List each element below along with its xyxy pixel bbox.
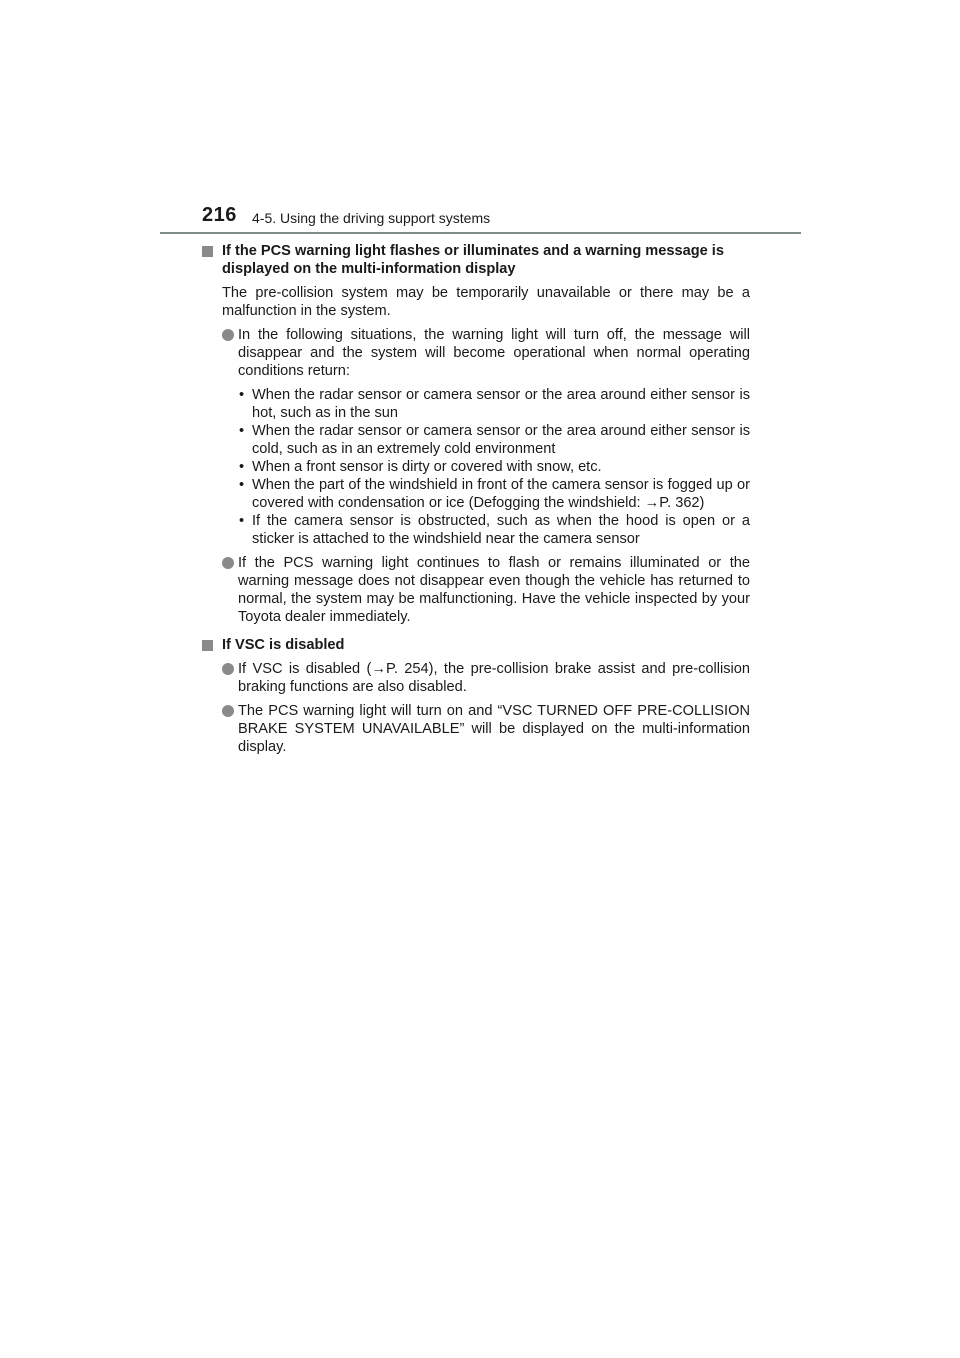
section-heading-vsc-disabled [202,636,750,654]
dot-marker: • [239,513,245,529]
circle-bullet-icon [222,329,234,341]
heading-text: If the PCS warning light flashes or illuminates and a warning message is displayed on the multi-information display [222,243,724,277]
dot-marker: • [239,477,245,493]
dot-marker: • [239,459,245,475]
bullet-text: If VSC is disabled (→P. 254), the pre-collision brake assist and pre-collision braking functions are also disabled. [238,661,750,695]
sub-item-text: When the part of the windshield in front of the camera sensor is fogged up or covered with condensation or ice (Defogging the windshield: →P. 362) [252,477,750,511]
list-item [202,326,750,380]
heading-text: If VSC is disabled [222,637,345,653]
list-item [202,386,750,422]
circle-bullet-icon [222,663,234,675]
sub-item-text: If the camera sensor is obstructed, such as when the hood is open or a sticker is attached to the windshield near the camera sensor [252,513,750,547]
square-bullet-icon [202,246,213,257]
list-item [202,476,750,512]
section-heading-pcs-warning [202,242,750,278]
list-item [202,554,750,626]
section-title: 4-5. Using the driving support systems [252,210,491,226]
header-divider [160,232,801,234]
intro-paragraph: The pre-collision system may be temporarily unavailable or there may be a malfunction in the system. [222,285,750,319]
dot-marker: • [239,423,245,439]
list-item [202,512,750,548]
list-item [202,422,750,458]
condition-list [202,386,750,548]
list-item [202,660,750,696]
dot-marker: • [239,387,245,403]
sub-item-text: When the radar sensor or camera sensor or the area around either sensor is hot, such as in the sun [252,387,750,421]
page-number: 216 [202,204,237,226]
sub-item-text: When the radar sensor or camera sensor or the area around either sensor is cold, such as in an extremely cold environment [252,423,750,457]
list-item [202,458,750,476]
sub-item-text: When a front sensor is dirty or covered with snow, etc. [252,459,602,475]
bullet-text: The PCS warning light will turn on and “VSC TURNED OFF PRE-COLLISION BRAKE SYSTEM UNAVAILABLE” will be displayed on the multi-information display. [238,703,750,755]
bullet-text: In the following situations, the warning light will turn off, the message will disappear and the system will become operational when normal operating conditions return: [238,327,750,379]
bullet-text: If the PCS warning light continues to flash or remains illuminated or the warning message does not disappear even though the vehicle has returned to normal, the system may be malfunctioning. Have the vehicle inspected by your Toyota dealer immediately. [238,555,750,625]
circle-bullet-icon [222,705,234,717]
circle-bullet-icon [222,557,234,569]
square-bullet-icon [202,640,213,651]
page-content [202,242,750,762]
list-item [202,702,750,756]
